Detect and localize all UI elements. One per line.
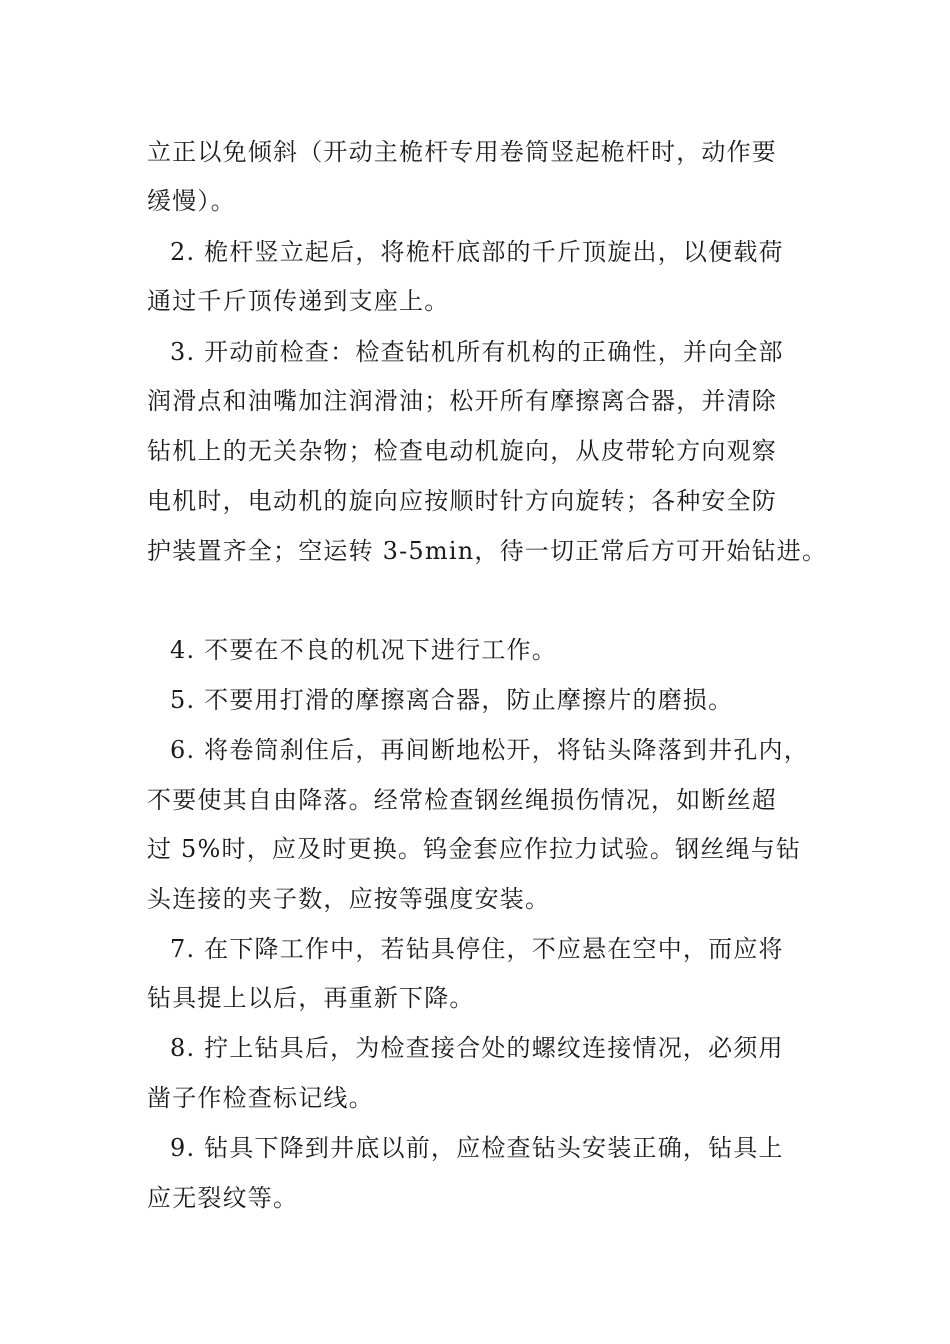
text-line: 钻具提上以后，再重新下降。 <box>147 984 475 1012</box>
list-item-5: 5. 不要用打滑的摩擦离合器，防止摩擦片的磨损。 <box>170 686 734 714</box>
text-line: 应无裂纹等。 <box>147 1184 299 1212</box>
list-item-2: 2. 桅杆竖立起后，将桅杆底部的千斤顶旋出，以便载荷 <box>170 238 784 266</box>
text-line: 立正以免倾斜（开动主桅杆专用卷筒竖起桅杆时，动作要 <box>147 138 777 166</box>
list-item-7: 7. 在下降工作中，若钻具停住，不应悬在空中，而应将 <box>170 935 784 963</box>
list-item-9: 9. 钻具下降到井底以前，应检查钻头安装正确，钻具上 <box>170 1134 784 1162</box>
list-item-8: 8. 拧上钻具后，为检查接合处的螺纹连接情况，必须用 <box>170 1034 784 1062</box>
text-line: 通过千斤顶传递到支座上。 <box>147 287 450 315</box>
text-line: 润滑点和油嘴加注润滑油；松开所有摩擦离合器，并清除 <box>147 387 777 415</box>
text-line: 凿子作检查标记线。 <box>147 1084 374 1112</box>
text-line: 不要使其自由降落。经常检查钢丝绳损伤情况，如断丝超 <box>147 786 777 814</box>
text-line: 钻机上的无关杂物；检查电动机旋向，从皮带轮方向观察 <box>147 437 777 465</box>
list-item-6: 6. 将卷筒刹住后，再间断地松开，将钻头降落到井孔内， <box>170 736 809 764</box>
list-item-4: 4. 不要在不良的机况下进行工作。 <box>170 636 557 664</box>
list-item-3: 3. 开动前检查：检查钻机所有机构的正确性，并向全部 <box>170 338 784 366</box>
text-line: 头连接的夹子数，应按等强度安装。 <box>147 885 551 913</box>
text-line: 电机时，电动机的旋向应按顺时针方向旋转；各种安全防 <box>147 487 777 515</box>
text-line: 护装置齐全；空运转 3-5min，待一切正常后方可开始钻进。 <box>147 537 828 565</box>
text-line: 缓慢）。 <box>147 187 236 215</box>
text-line: 过 5%时，应及时更换。钨金套应作拉力试验。钢丝绳与钻 <box>147 835 802 863</box>
